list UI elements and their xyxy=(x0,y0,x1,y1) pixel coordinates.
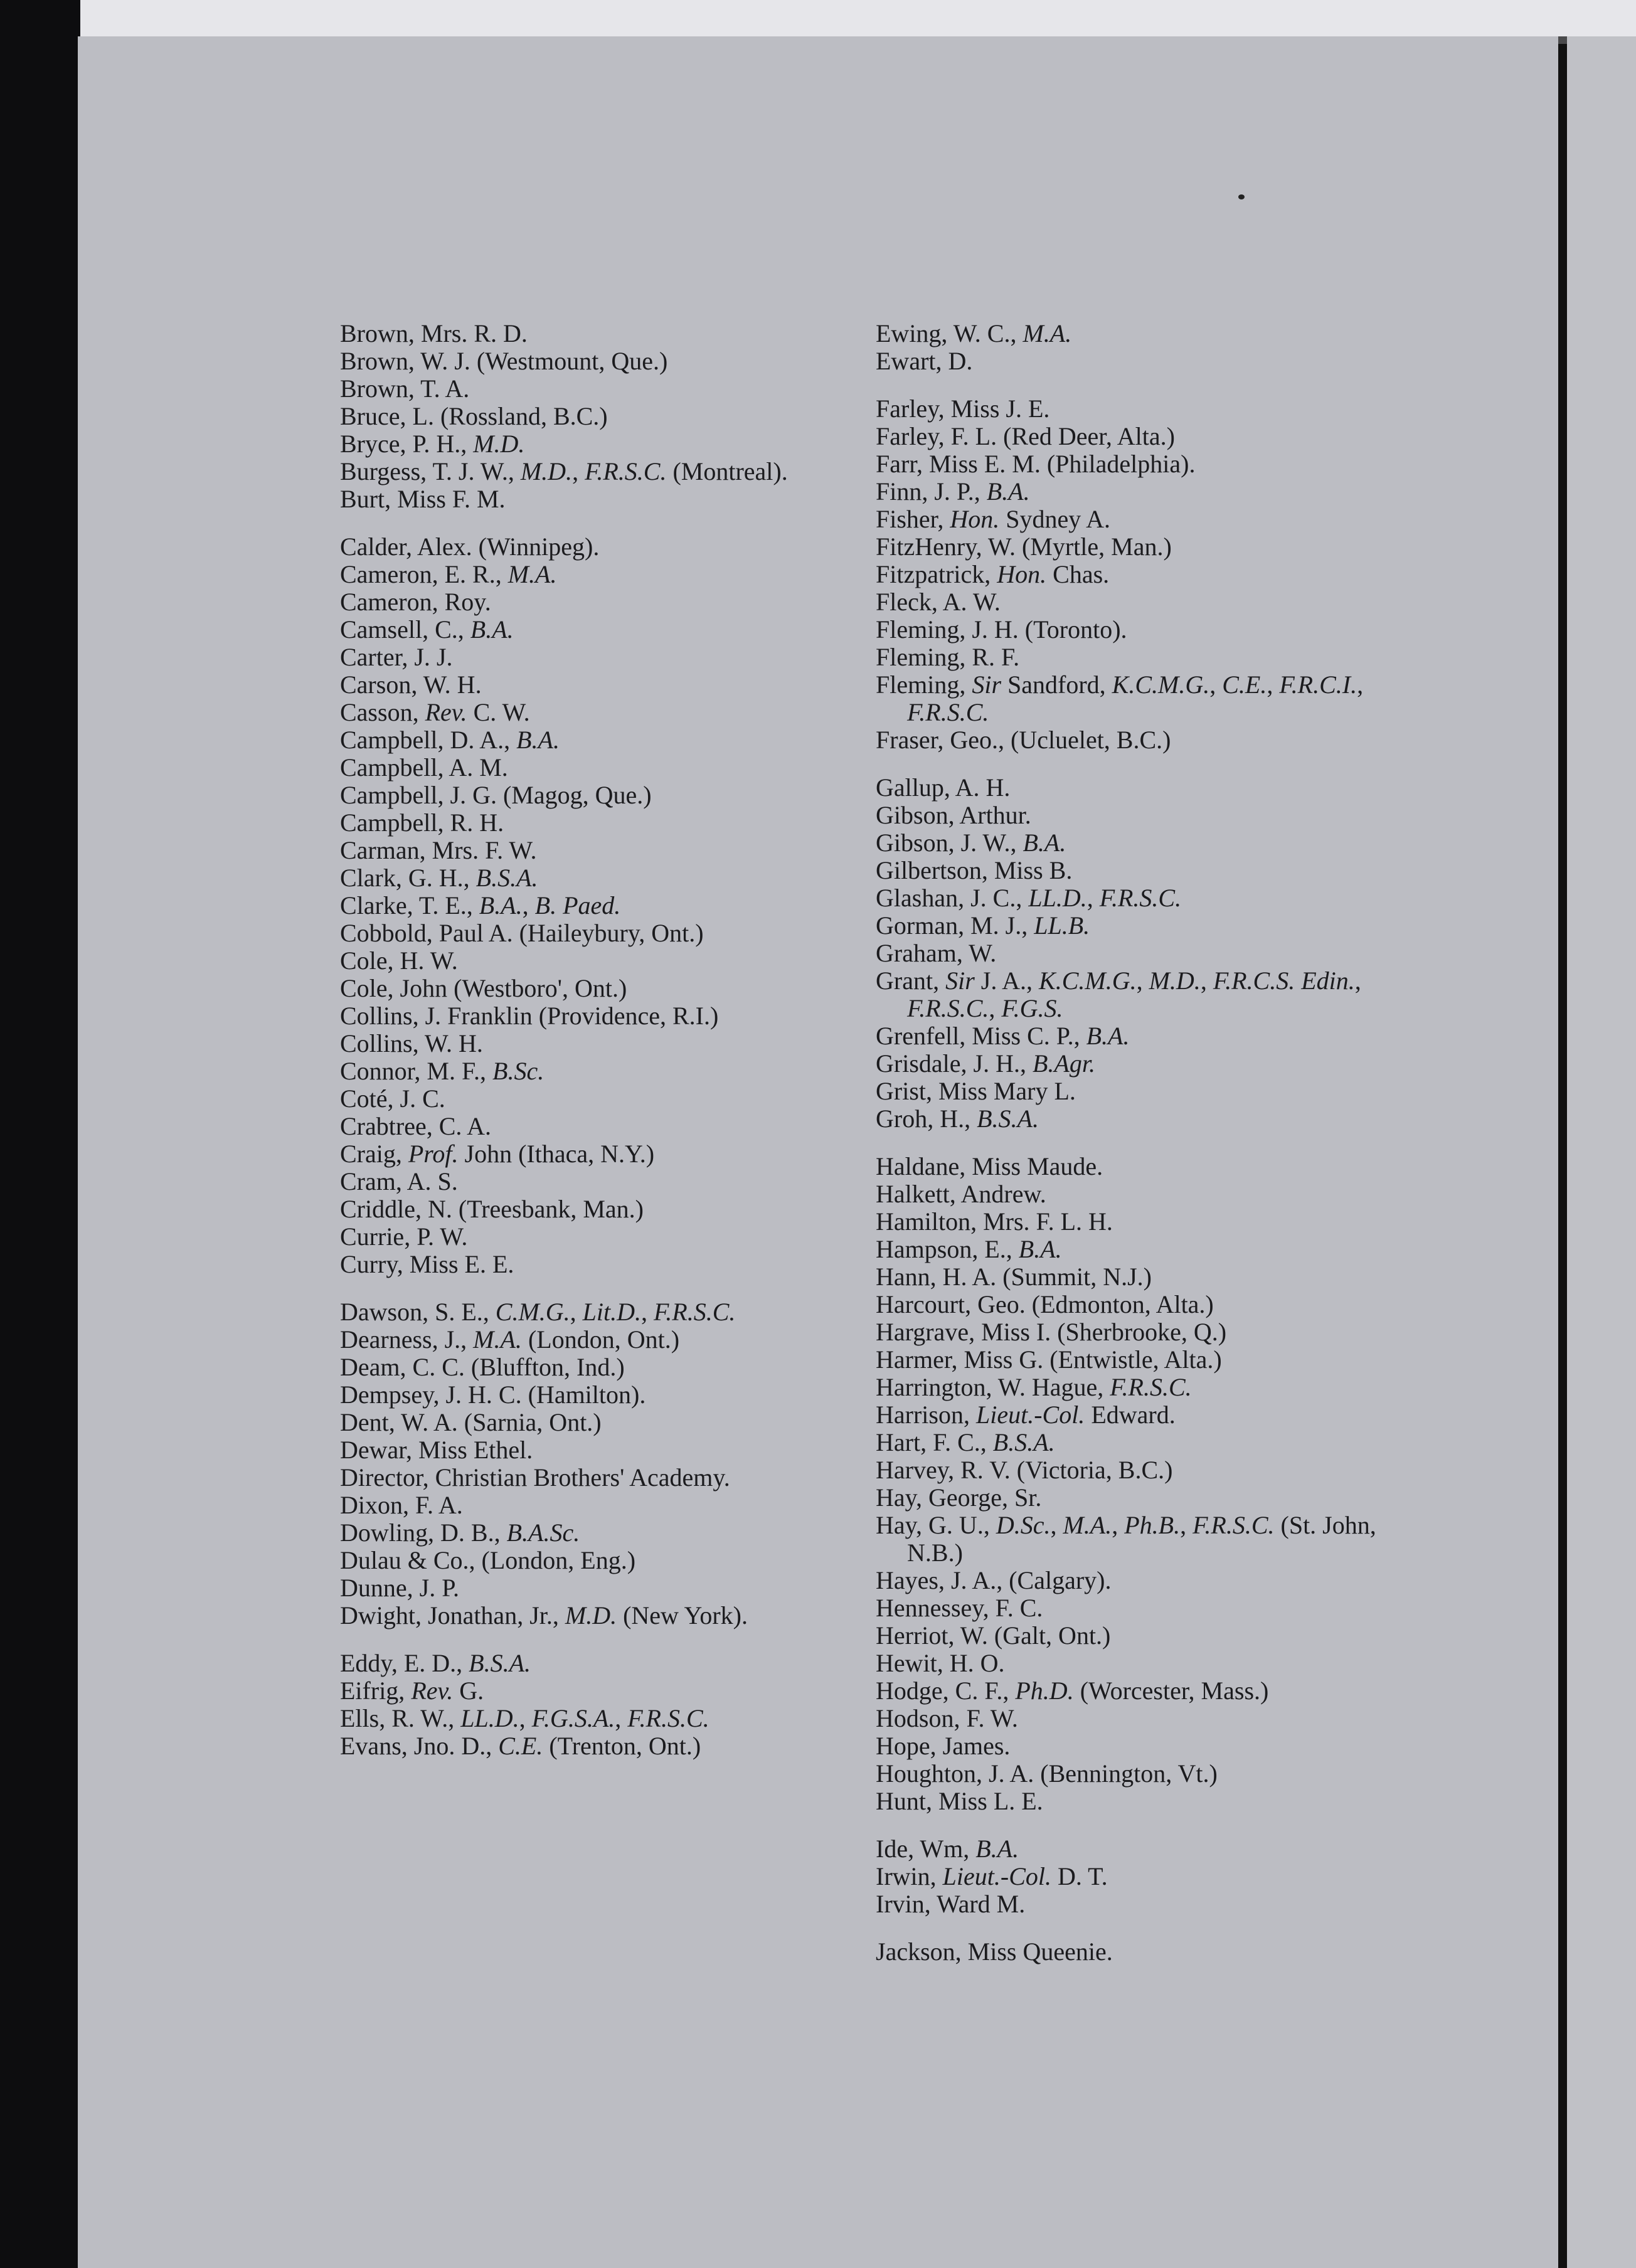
member-entry: Evans, Jno. D., C.E. (Trenton, Ont.) xyxy=(340,1732,701,1760)
member-entry: Brown, Mrs. R. D. xyxy=(340,319,528,347)
member-entry: Clark, G. H., B.S.A. xyxy=(340,864,538,892)
member-entry: Gallup, A. H. xyxy=(876,773,1011,802)
member-entry: Graham, W. xyxy=(876,939,997,967)
group-spacer xyxy=(340,1278,854,1298)
member-list-left-column xyxy=(340,320,854,1760)
member-entry: Bryce, P. H., M.D. xyxy=(340,430,525,458)
member-entry: Hamilton, Mrs. F. L. H. xyxy=(876,1207,1113,1236)
member-entry: Irwin, Lieut.-Col. D. T. xyxy=(876,1862,1108,1890)
group-spacer xyxy=(876,1918,1390,1938)
member-entry: Craig, Prof. John (Ithaca, N.Y.) xyxy=(340,1140,655,1168)
member-entry: Campbell, J. G. (Magog, Que.) xyxy=(340,781,652,809)
member-entry: Cameron, E. R., M.A. xyxy=(340,560,557,588)
member-entry: Dowling, D. B., B.A.Sc. xyxy=(340,1518,580,1547)
scan-left-margin xyxy=(0,0,80,2268)
member-entry: Collins, J. Franklin (Providence, R.I.) xyxy=(340,1002,719,1030)
member-entry: Carman, Mrs. F. W. xyxy=(340,836,537,864)
member-entry: Carson, W. H. xyxy=(340,670,482,699)
member-entry: Dewar, Miss Ethel. xyxy=(340,1436,533,1464)
group-spacer xyxy=(876,1815,1390,1835)
member-entry: Cameron, Roy. xyxy=(340,588,491,616)
member-entry: Dearness, J., M.A. (London, Ont.) xyxy=(340,1325,680,1354)
member-entry: Fleming, R. F. xyxy=(876,643,1020,671)
member-entry: Dent, W. A. (Sarnia, Ont.) xyxy=(340,1408,602,1436)
member-entry: Fleck, A. W. xyxy=(876,588,1001,616)
member-entry: Dunne, J. P. xyxy=(340,1574,460,1602)
member-entry: Hart, F. C., B.S.A. xyxy=(876,1428,1055,1456)
member-entry: Farley, Miss J. E. xyxy=(876,395,1050,423)
member-entry: Deam, C. C. (Bluffton, Ind.) xyxy=(340,1353,625,1381)
member-entry: Hampson, E., B.A. xyxy=(876,1235,1062,1263)
member-entry: Burgess, T. J. W., M.D., F.R.S.C. (Montreal). xyxy=(340,457,788,485)
member-entry: Hennessey, F. C. xyxy=(876,1594,1043,1622)
member-entry: Farley, F. L. (Red Deer, Alta.) xyxy=(876,422,1175,450)
member-entry: Fleming, Sir Sandford, K.C.M.G., C.E., F.R.C.I., F.R.S.C. xyxy=(876,670,1370,726)
member-entry: Camsell, C., B.A. xyxy=(340,615,514,644)
member-entry: Bruce, L. (Rossland, B.C.) xyxy=(340,402,608,430)
member-list-right-column xyxy=(876,320,1390,1966)
member-entry: Ewart, D. xyxy=(876,347,973,375)
member-entry: Dwight, Jonathan, Jr., M.D. (New York). xyxy=(340,1601,748,1629)
scan-top-margin xyxy=(0,0,1636,36)
member-entry: Irvin, Ward M. xyxy=(876,1890,1026,1918)
member-entry: Grant, Sir J. A., K.C.M.G., M.D., F.R.C.S. Edin., F.R.S.C., F.G.S. xyxy=(876,967,1368,1022)
member-entry: Fisher, Hon. Sydney A. xyxy=(876,505,1110,533)
member-entry: Jackson, Miss Queenie. xyxy=(876,1937,1113,1966)
member-entry: Campbell, R. H. xyxy=(340,808,504,837)
member-entry: Casson, Rev. C. W. xyxy=(340,698,530,726)
member-entry: Cole, John (Westboro', Ont.) xyxy=(340,974,627,1002)
member-entry: Hay, G. U., D.Sc., M.A., Ph.B., F.R.S.C. (St. John, N.B.) xyxy=(876,1511,1383,1567)
member-entry: Hargrave, Miss I. (Sherbrooke, Q.) xyxy=(876,1318,1227,1346)
member-entry: Harvey, R. V. (Victoria, B.C.) xyxy=(876,1456,1173,1484)
ink-speck xyxy=(1238,194,1245,199)
member-entry: Eddy, E. D., B.S.A. xyxy=(340,1649,531,1677)
member-entry: Fleming, J. H. (Toronto). xyxy=(876,615,1127,644)
member-entry: Hunt, Miss L. E. xyxy=(876,1787,1043,1815)
member-entry: Ewing, W. C., M.A. xyxy=(876,319,1072,347)
member-entry: Cobbold, Paul A. (Haileybury, Ont.) xyxy=(340,919,704,947)
member-entry: Groh, H., B.S.A. xyxy=(876,1105,1039,1133)
group-spacer xyxy=(340,1629,854,1650)
member-entry: Ells, R. W., LL.D., F.G.S.A., F.R.S.C. xyxy=(340,1704,709,1732)
book-spine xyxy=(1558,44,1567,2268)
member-entry: Ide, Wm, B.A. xyxy=(876,1835,1019,1863)
member-entry: Brown, W. J. (Westmount, Que.) xyxy=(340,347,668,375)
member-entry: Brown, T. A. xyxy=(340,374,470,403)
group-spacer xyxy=(340,513,854,533)
member-entry: Hope, James. xyxy=(876,1732,1011,1760)
member-entry: Herriot, W. (Galt, Ont.) xyxy=(876,1621,1111,1650)
member-entry: Curry, Miss E. E. xyxy=(340,1250,514,1278)
member-entry: Gibson, J. W., B.A. xyxy=(876,829,1066,857)
member-entry: Campbell, A. M. xyxy=(340,753,508,782)
member-entry: Eifrig, Rev. G. xyxy=(340,1677,484,1705)
member-entry: Harrison, Lieut.-Col. Edward. xyxy=(876,1401,1176,1429)
member-entry: Haldane, Miss Maude. xyxy=(876,1152,1103,1180)
group-spacer xyxy=(876,1133,1390,1153)
member-entry: Halkett, Andrew. xyxy=(876,1180,1046,1208)
member-entry: Collins, W. H. xyxy=(340,1029,483,1057)
member-entry: Cole, H. W. xyxy=(340,946,458,975)
member-entry: FitzHenry, W. (Myrtle, Man.) xyxy=(876,533,1172,561)
member-entry: Campbell, D. A., B.A. xyxy=(340,726,560,754)
member-entry: Fitzpatrick, Hon. Chas. xyxy=(876,560,1110,588)
member-entry: Harcourt, Geo. (Edmonton, Alta.) xyxy=(876,1290,1214,1318)
group-spacer xyxy=(876,375,1390,395)
member-entry: Carter, J. J. xyxy=(340,643,453,671)
group-spacer xyxy=(876,754,1390,774)
member-entry: Gilbertson, Miss B. xyxy=(876,856,1073,884)
member-entry: Glashan, J. C., LL.D., F.R.S.C. xyxy=(876,884,1182,912)
member-entry: Harmer, Miss G. (Entwistle, Alta.) xyxy=(876,1345,1222,1374)
member-entry: Cram, A. S. xyxy=(340,1167,458,1195)
member-entry: Currie, P. W. xyxy=(340,1222,468,1251)
member-entry: Burt, Miss F. M. xyxy=(340,485,506,513)
member-entry: Hodson, F. W. xyxy=(876,1704,1018,1732)
member-entry: Hay, George, Sr. xyxy=(876,1483,1042,1512)
member-entry: Harrington, W. Hague, F.R.S.C. xyxy=(876,1373,1192,1401)
member-entry: Coté, J. C. xyxy=(340,1084,445,1113)
member-entry: Criddle, N. (Treesbank, Man.) xyxy=(340,1195,644,1223)
member-entry: Hewit, H. O. xyxy=(876,1649,1005,1677)
member-entry: Clarke, T. E., B.A., B. Paed. xyxy=(340,891,621,919)
member-entry: Director, Christian Brothers' Academy. xyxy=(340,1463,730,1492)
member-entry: Connor, M. F., B.Sc. xyxy=(340,1057,544,1085)
member-entry: Fraser, Geo., (Ucluelet, B.C.) xyxy=(876,726,1171,754)
member-entry: Grist, Miss Mary L. xyxy=(876,1077,1076,1105)
member-entry: Hodge, C. F., Ph.D. (Worcester, Mass.) xyxy=(876,1677,1269,1705)
member-entry: Grisdale, J. H., B.Agr. xyxy=(876,1049,1095,1078)
member-entry: Hann, H. A. (Summit, N.J.) xyxy=(876,1263,1152,1291)
member-entry: Farr, Miss E. M. (Philadelphia). xyxy=(876,450,1196,478)
member-entry: Gorman, M. J., LL.B. xyxy=(876,911,1090,940)
member-entry: Dulau & Co., (London, Eng.) xyxy=(340,1546,636,1574)
member-entry: Grenfell, Miss C. P., B.A. xyxy=(876,1022,1130,1050)
member-entry: Hayes, J. A., (Calgary). xyxy=(876,1566,1112,1594)
member-entry: Gibson, Arthur. xyxy=(876,801,1031,829)
member-entry: Crabtree, C. A. xyxy=(340,1112,492,1140)
member-entry: Dempsey, J. H. C. (Hamilton). xyxy=(340,1380,646,1409)
member-entry: Calder, Alex. (Winnipeg). xyxy=(340,533,600,561)
member-entry: Dawson, S. E., C.M.G., Lit.D., F.R.S.C. xyxy=(340,1298,736,1326)
member-entry: Houghton, J. A. (Bennington, Vt.) xyxy=(876,1759,1218,1788)
member-entry: Finn, J. P., B.A. xyxy=(876,477,1030,506)
member-entry: Dixon, F. A. xyxy=(340,1491,463,1519)
next-page-edge xyxy=(1567,36,1636,2268)
